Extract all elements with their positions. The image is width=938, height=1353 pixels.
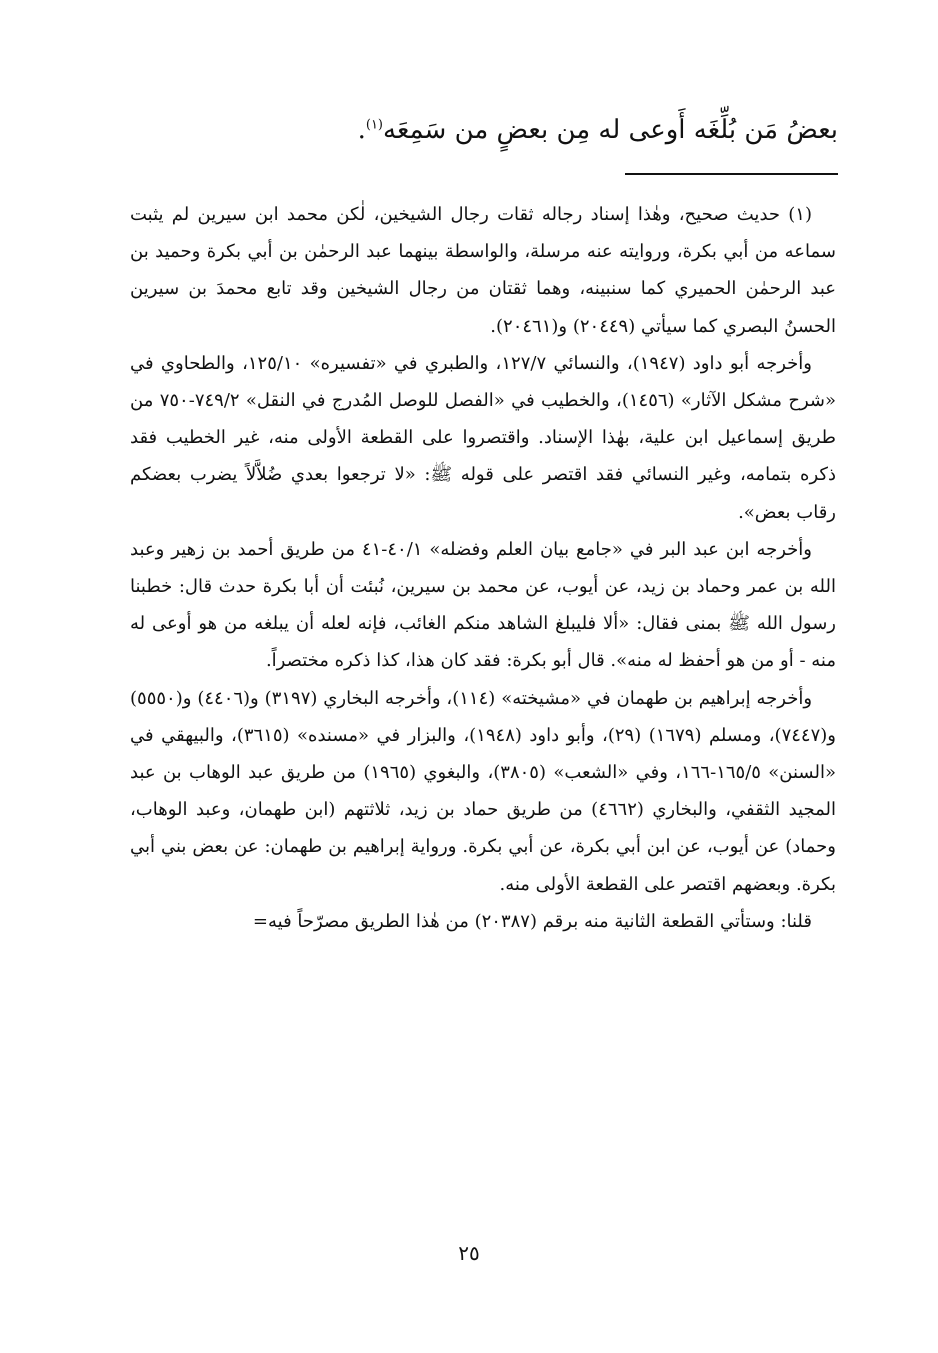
hadith-text: بعضُ مَن بُلِّغَه أَوعى له مِن بعضٍ من سَمِعَه bbox=[383, 115, 838, 145]
footnote-paragraph: وأخرجه إبراهيم بن طهمان في «مشيخته» (١١٤)، وأخرجه البخاري (٣١٩٧) و(٤٤٠٦) و(٥٥٥٠) و(٧٤٤٧)، ومسلم (١٦٧٩) (٢٩)، وأبو داود (١٩٤٨)، والبزار في «مسنده» (٣٦١٥)، والبيهقي في «السنن» ١٦٥/٥-١٦٦، وفي «الشعب» (٣٨٠٥)، والبغوي (١٩٦٥) من طريق عبد الوهاب بن عبد المجيد الثقفي، والبخاري (٤٦٦٢) من طريق حماد بن زيد، ثلاثتهم (ابن طهمان، وعبد الوهاب، وحماد) عن أيوب، عن ابن أبي بكرة، عن أبي بكرة. ورواية إبراهيم بن طهمان: عن بعض بني أبي بكرة. وبعضهم اقتصر على القطعة الأولى منه. bbox=[130, 687, 837, 895]
footnote-paragraph: وأخرجه ابن عبد البر في «جامع بيان العلم وفضله» ٤٠/١-٤١ من طريق أحمد بن زهير وعبد الله بن عمر وحماد بن زيد، عن أيوب، عن محمد بن سيرين، نُبئت أن أبا بكرة حدث قال: خطبنا رسول الله ﷺ بمنى فقال: «ألا فليبلغ الشاهد منكم الغائب، فإنه لعله أن يبلغه من هو أوعى له منه - أو من هو أحفظ له منه». قال أبو بكرة: فقد كان هذا، كذا ذكره مختصراً. bbox=[130, 538, 836, 672]
footnote-marker: (١) bbox=[365, 117, 383, 133]
footnote-paragraph: قلنا: وستأتي القطعة الثانية منه برقم (٢٠٣٨٧) من هٰذا الطريق مصرّحاً فيه= bbox=[252, 910, 812, 932]
page-number: ٢٥ bbox=[458, 1241, 480, 1265]
hadith-text-end: . bbox=[357, 115, 366, 145]
footnote-paragraph: وأخرجه أبو داود (١٩٤٧)، والنسائي ١٢٧/٧، والطبري في «تفسيره» ١٢٥/١٠، والطحاوي في «شرح مشكل الآثار» (١٤٥٦)، والخطيب في «الفصل للوصل المُدرج في النقل» ٧٤٩/٢-٧٥٠ من طريق إسماعيل ابن علية، بهٰذا الإسناد. واقتصروا على القطعة الأولى منه، غير الخطيب فقد ذكره بتمامه، وغير النسائي فقد اقتصر على قوله ﷺ: «لا ترجعوا بعدي ضُلاَّلاً يضرب بعضكم رقاب بعض». bbox=[130, 352, 836, 523]
footnote-separator-rule bbox=[625, 173, 838, 175]
footnote-paragraph: (١) حديث صحيح، وهٰذا إسناد رجاله ثقات رجال الشيخين، لٰكن محمد ابن سيرين لم يثبت سماعه من أبي بكرة، وروايته عنه مرسلة، والواسطة بينهما عبد الرحمٰن بن أبي بكرة وحميد بن عبد الرحمٰن الحميري كما سنبينه، وهما ثقتان من رجال الشيخين وقد تابع محمدَ بن سيرين الحسنُ البصري كما سيأتي (٢٠٤٤٩) و(٢٠٤٦١). bbox=[130, 204, 836, 337]
hadith-text-line bbox=[118, 108, 838, 152]
footnotes-section bbox=[130, 196, 836, 940]
